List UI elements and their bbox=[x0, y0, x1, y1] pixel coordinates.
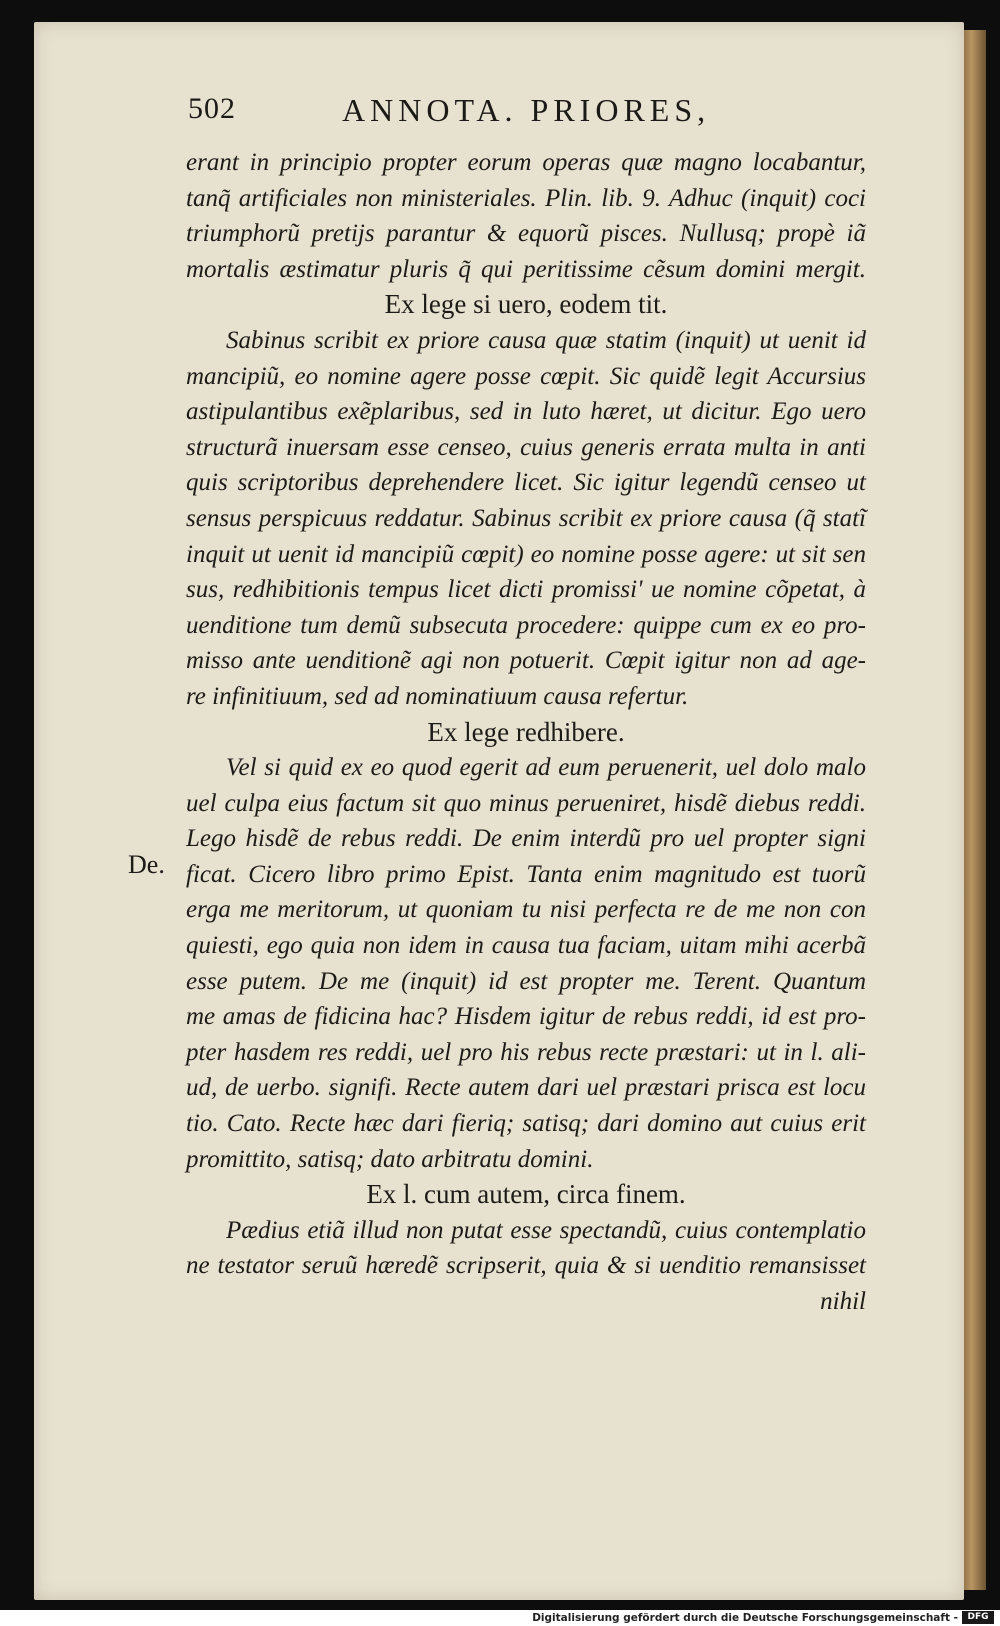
text-line: Sabinus scribit ex priore causa quæ statim (inquit) ut uenit id bbox=[226, 326, 866, 354]
text-line: triumphorũ pretijs parantur & equorũ pisces. Nullusq; propè iã bbox=[186, 220, 866, 248]
text-line: Pædius etiã illud non putat esse spectandũ, cuius contemplatio bbox=[226, 1216, 866, 1244]
text-line: pter hasdem res reddi, uel pro his rebus recte præstari: ut in l. ali- bbox=[186, 1038, 866, 1066]
text-line: mancipiũ, eo nomine agere posse cœpit. Sic quidẽ legit Accursius bbox=[186, 362, 866, 390]
text-line: ficat. Cicero libro primo Epist. Tanta enim magnitudo est tuorũ bbox=[186, 860, 866, 888]
text-line: sensus perspicuus reddatur. Sabinus scribit ex priore causa (q̃ statĩ bbox=[186, 504, 866, 532]
text-line: Lego hisdẽ de rebus reddi. De enim interdũ pro uel propter signi bbox=[186, 825, 866, 853]
section-heading: Ex lege redhibere. bbox=[427, 716, 625, 747]
text-line: me amas de fidicina hac? Hisdem igitur de rebus reddi, id est pro- bbox=[186, 1003, 866, 1031]
page-number: 502 bbox=[188, 92, 236, 125]
section-heading: Ex l. cum autem, circa finem. bbox=[366, 1179, 686, 1210]
page-edge bbox=[962, 30, 986, 1590]
body-text bbox=[186, 145, 866, 1320]
dfg-logo: DFG bbox=[962, 1611, 994, 1624]
text-line: erga me meritorum, ut quoniam tu nisi perfecta re de me non con bbox=[186, 896, 866, 924]
text-line: misso ante uenditionẽ agi non potuerit. Cœpit igitur non ad age- bbox=[186, 647, 866, 675]
text-line: nihil bbox=[820, 1288, 866, 1315]
text-line: mortalis æstimatur pluris q̃ qui peritissime cẽsum domini mergit. bbox=[186, 255, 866, 283]
text-line: promittito, satisq; dato arbitratu domini. bbox=[186, 1145, 594, 1173]
text-line: sus, redhibitionis tempus licet dicti promissi' ue nomine cõpetat, à bbox=[186, 576, 866, 604]
text-line: esse putem. De me (inquit) id est propter me. Terent. Quantum bbox=[186, 967, 866, 995]
text-line: tanq̃ artificiales non ministeriales. Plin. lib. 9. Adhuc (inquit) coci bbox=[186, 184, 866, 212]
text-line: erant in principio propter eorum operas quæ magno locabantur, bbox=[186, 149, 866, 176]
text-line: ne testator seruũ hæredẽ scripserit, quia & si uenditio remansisset bbox=[186, 1252, 866, 1280]
text-line: ud, de uerbo. signifi. Recte autem dari uel præstari prisca est locu bbox=[186, 1074, 866, 1102]
text-line: uenditione tum demũ subsecuta procedere: quippe cum ex eo pro- bbox=[186, 611, 866, 639]
footer-credit: Digitalisierung gefördert durch die Deutsche Forschungsgemeinschaft - bbox=[532, 1612, 958, 1624]
section-heading: Ex lege si uero, eodem tit. bbox=[384, 289, 668, 320]
running-title: ANNOTA. PRIORES, bbox=[342, 92, 711, 128]
text-line: structurã inuersam esse censeo, cuius generis errata multa in anti bbox=[186, 433, 866, 461]
page-header bbox=[188, 92, 778, 136]
text-line: quis scriptoribus deprehendere licet. Sic igitur legendũ censeo ut bbox=[186, 469, 866, 497]
text-line: astipulantibus exẽplaribus, sed in luto hæret, ut dicitur. Ego uero bbox=[186, 398, 866, 426]
text-line: inquit ut uenit id mancipiũ cœpit) eo nomine posse agere: ut sit sen bbox=[186, 540, 866, 568]
text-line: tio. Cato. Recte hæc dari fieriq; satisq; dari domino aut cuius erit bbox=[186, 1110, 866, 1138]
text-line: re infinitiuum, sed ad nominatiuum causa refertur. bbox=[186, 682, 689, 710]
text-line: quiesti, ego quia non idem in causa tua faciam, uitam mihi acerbã bbox=[186, 932, 866, 960]
text-line: Vel si quid ex eo quod egerit ad eum peruenerit, uel dolo malo bbox=[226, 754, 866, 782]
text-line: uel culpa eius factum sit quo minus perueniret, hisdẽ diebus reddi. bbox=[186, 789, 866, 817]
margin-note: De. bbox=[128, 850, 165, 879]
